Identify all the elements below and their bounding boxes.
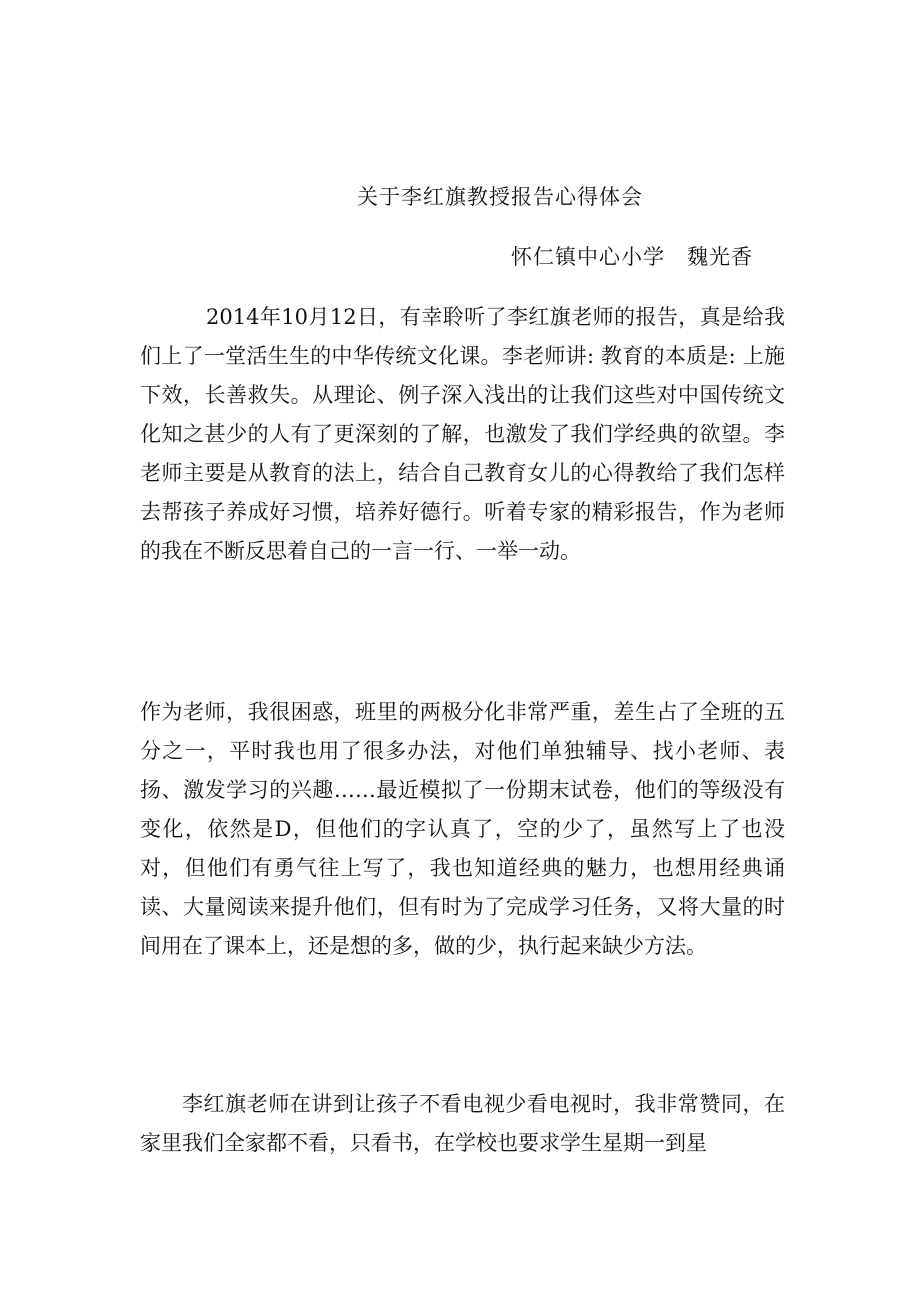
document-title: 关于李红旗教授报告心得体会: [357, 185, 643, 209]
paragraph-1: 2014年10月12日，有幸聆听了李红旗老师的报告，真是给我们上了一堂活生生的中华传统文化课。李老师讲: 教育的本质是: 上施下效，长善救失。从理论、例子深入浅出的让我们这些对中国传统文化知之甚少的人有了更深刻的了解，也激发了我们学经典的欲望。李老师主要是从教育的法上，结合自己教育女儿的心得教给了我们怎样去帮孩子养成好习惯，培养好德行。听着专家的精彩报告，作为老师的我在不断反思着自己的一言一行、一举一动。: [140, 305, 785, 563]
author-name: 魏光香: [687, 245, 753, 269]
paragraph-2: 作为老师，我很困惑，班里的两极分化非常严重，差生占了全班的五分之一，平时我也用了很多办法，对他们单独辅导、找小老师、表扬、激发学习的兴趣……最近模拟了一份期末试卷，他们的等级没有变化，依然是D，但他们的字认真了，空的少了，虽然写上了也没对，但他们有勇气往上写了，我也知道经典的魅力，也想用经典诵读、大量阅读来提升他们，但有时为了完成学习任务，又将大量的时间用在了课本上，还是想的多，做的少，执行起来缺少方法。: [140, 700, 785, 958]
author-line: [511, 241, 753, 271]
author-school: 怀仁镇中心小学: [511, 245, 665, 269]
paragraph-3: 李红旗老师在讲到让孩子不看电视少看电视时，我非常赞同，在家里我们全家都不看，只看书，在学校也要求学生星期一到星: [140, 1092, 785, 1155]
